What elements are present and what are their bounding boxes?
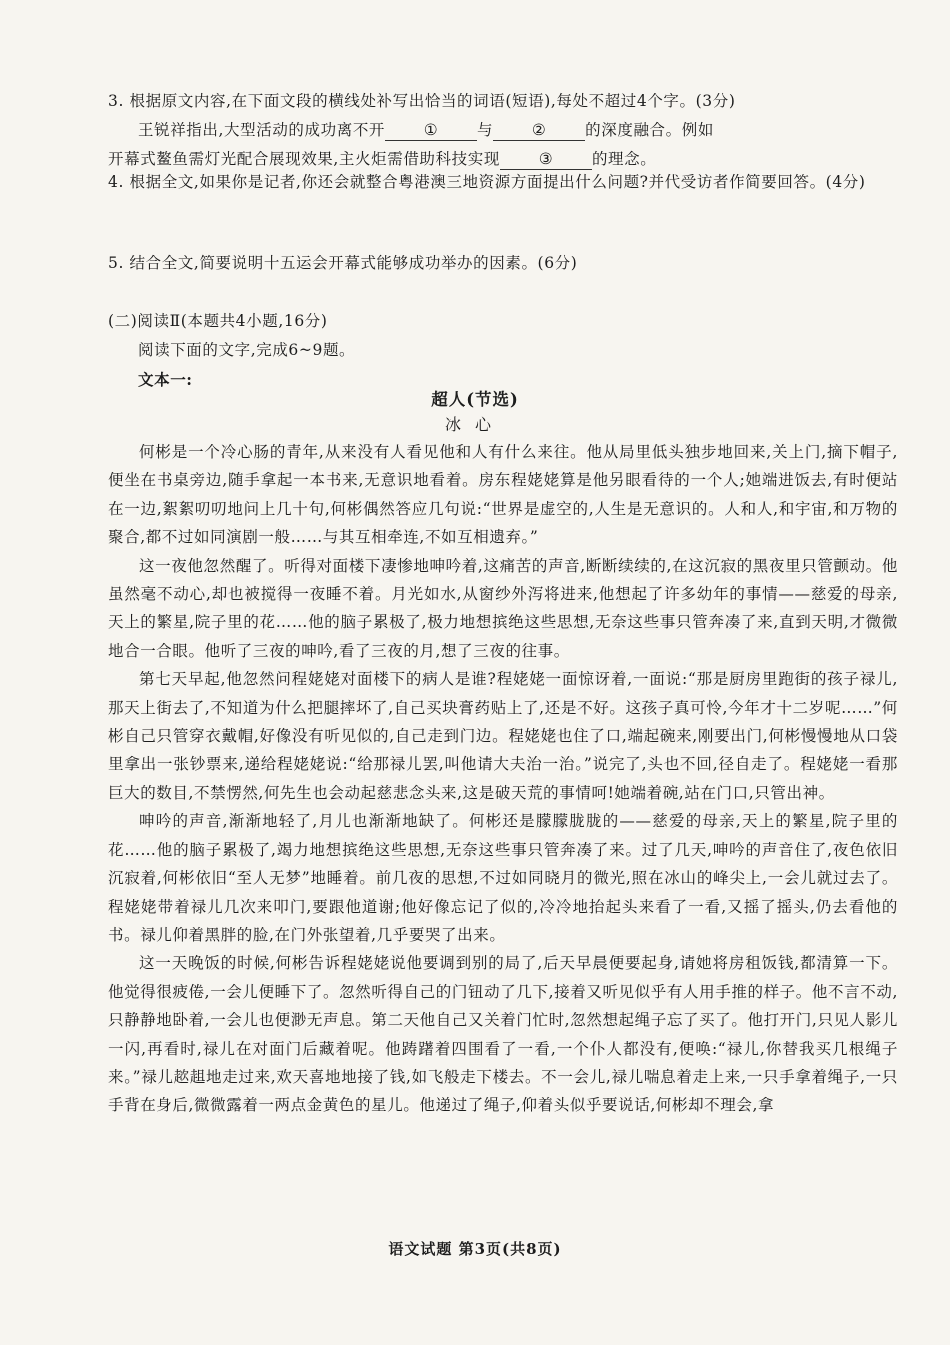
story-paragraph-4: 呻吟的声音,渐渐地轻了,月儿也渐渐地缺了。何彬还是朦朦胧胧的——慈爱的母亲,天上的繁星,院子里的花……他的脑子累极了,竭力地想摈绝这些思想,无奈这些事只管奔凑了来。过了几天,呻吟的声音住了,夜色依旧沉寂着,何彬依旧“至人无梦”地睡着。前几夜的思想,不过如同晓月的微光,照在冰山的峰尖上,一会儿就过去了。程姥姥带着禄儿几次来叩门,要跟他道谢;他好像忘记了似的,冷冷地抬起头来看了一看,又摇了摇头,仍去看他的书。禄儿仰着黑胖的脸,在门外张望着,几乎要哭了出来。 [108, 812, 898, 944]
question-3-fill-text [108, 116, 898, 174]
question-5: 5. 结合全文,简要说明十五运会开幕式能够成功举办的因素。(6分) [108, 254, 578, 272]
section-heading: (二)阅读Ⅱ(本题共4小题,16分) [108, 312, 328, 330]
question-4: 4. 根据全文,如果你是记者,你还会就整合粤港澳三地资源方面提出什么问题?并代受访者作简要回答。(4分) [108, 173, 866, 191]
q3-blank-3: ③ [500, 149, 592, 170]
story-author: 冰心 [444, 415, 505, 434]
q3-text-d: 开幕式鳌鱼需灯光配合展现效果,主火炬需借助科技实现 [108, 150, 500, 168]
page-footer: 语文试题 第3页(共8页) [388, 1240, 562, 1258]
q3-blank-2: ② [493, 120, 585, 141]
section-instruction: 阅读下面的文字,完成6~9题。 [138, 341, 356, 359]
story-paragraph-2: 这一夜他忽然醒了。听得对面楼下凄惨地呻吟着,这痛苦的声音,断断续续的,在这沉寂的黑夜里只管颤动。他虽然毫不动心,却也被搅得一夜睡不着。月光如水,从窗纱外泻将进来,他想起了许多幼年的事情——慈爱的母亲,天上的繁星,院子里的花……他的脑子累极了,极力地想摈绝这些思想,无奈这些事只管奔凑了来,直到天明,才微微地合一合眼。他听了三夜的呻吟,看了三夜的月,想了三夜的往事。 [108, 556, 898, 660]
q3-text-b: 与 [477, 121, 494, 139]
story-paragraph-5: 这一天晚饭的时候,何彬告诉程姥姥说他要调到别的局了,后天早晨便要起身,请她将房租饭钱,都清算一下。他觉得很疲倦,一会儿便睡下了。忽然听得自己的门钮动了几下,接着又听见似乎有人用手推的样子。他不言不动,只静静地卧着,一会儿也便渺无声息。第二天他自己又关着门忙时,忽然想起绳子忘了买了。他打开门,只见人影儿一闪,再看时,禄儿在对面门后藏着呢。他踌躇着四围看了一看,一个仆人都没有,便唤:“禄儿,你替我买几根绳子来。”禄儿趑趄地走过来,欢天喜地地接了钱,如飞般走下楼去。不一会儿,禄儿喘息着走上来,一只手拿着绳子,一只手背在身后,微微露着一两点金黄色的星儿。他递过了绳子,仰着头似乎要说话,何彬却不理会,拿 [108, 954, 898, 1115]
text-label: 文本一: [138, 370, 193, 389]
story-paragraph-1: 何彬是一个冷心肠的青年,从来没有人看见他和人有什么来往。他从局里低头独步地回来,关上门,摘下帽子,便坐在书桌旁边,随手拿起一本书来,无意识地看着。房东程姥姥算是他另眼看待的一个人;她端进饭去,有时便站在一边,絮絮叨叨地问上几十句,何彬偶然答应几句说:“世界是虚空的,人生是无意识的。人和人,和宇宙,和万物的聚合,都不过如同演剧一般……与其互相牵连,不如互相遗弃。” [108, 443, 898, 547]
q3-text-c: 的深度融合。例如 [585, 121, 714, 139]
q3-text-e: 的理念。 [591, 150, 657, 168]
q3-text-a: 王锐祥指出,大型活动的成功离不开 [138, 121, 386, 139]
story-title: 超人(节选) [431, 390, 519, 409]
q3-blank-1: ① [385, 120, 477, 141]
story-paragraph-3: 第七天早起,他忽然问程姥姥对面楼下的病人是谁?程姥姥一面惊讶着,一面说:“那是厨房里跑街的孩子禄儿,那天上街去了,不知道为什么把腿摔坏了,自己买块膏药贴上了,还是不好。这孩子真可怜,今年才十二岁呢……”何彬自己只管穿衣戴帽,好像没有听见似的,自己走到门边。程姥姥也住了口,端起碗来,刚要出门,何彬慢慢地从口袋里拿出一张钞票来,递给程姥姥说:“给那禄儿罢,叫他请大夫治一治。”说完了,头也不回,径自走了。程姥姥一看那巨大的数目,不禁愣然,何先生也会动起慈悲念头来,这是破天荒的事情呵!她端着碗,站在门口,只管出神。 [108, 670, 898, 802]
question-3-stem: 3. 根据原文内容,在下面文段的横线处补写出恰当的词语(短语),每处不超过4个字。(3分) [108, 92, 736, 110]
question-3-line-1 [108, 116, 898, 145]
story-body [108, 438, 898, 1120]
